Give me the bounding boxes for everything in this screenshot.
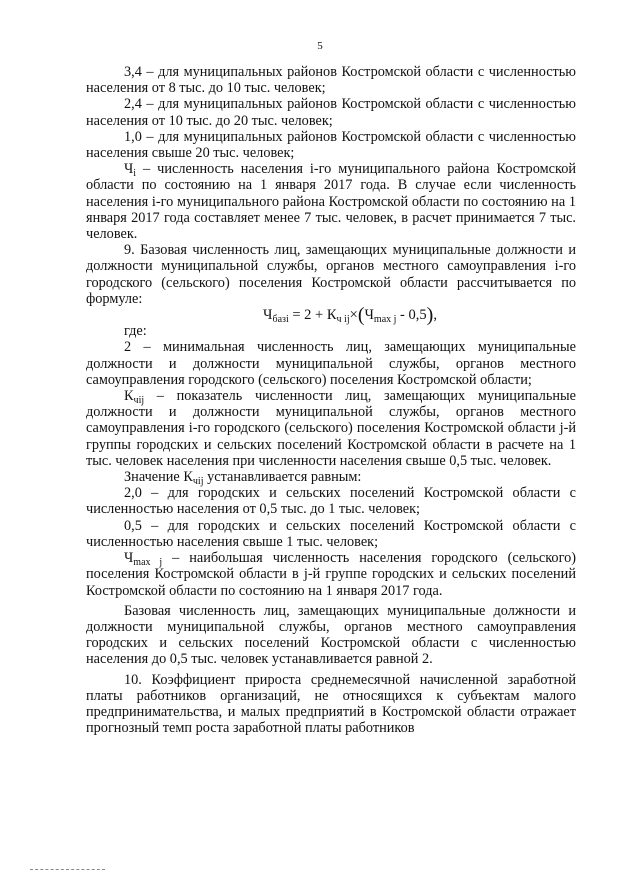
k-value-intro-a: Значение [124,469,184,486]
base-small-settlements: Базовая численность лиц, замещающих муниципальные должности и должности муниципальной службы, органов местного самоуправления городских и сельских поселений Костромской области с численностью населения до 0,5 тыс. человек устанавливается равной 2. [86,602,576,668]
formula-ch-sub: базi [272,314,289,326]
footer-divider [30,869,105,870]
paragraph-2-4: 2,4 – для муниципальных районов Костромской области с численностью населения от 10 тыс. до 20 тыс. человек; [86,96,576,129]
formula-times: × [349,307,358,324]
formula [86,304,576,327]
def-two: 2 – минимальная численность лиц, замещающих муниципальные должности и должности муниципальной службы, органов местного самоуправления городского (сельского) поселения Костромской области; [86,339,576,388]
def-ch-max-text: – наибольшая численность населения городского (сельского) поселения Костромской области в j-й группе городских и сельских поселений Костромской области по состоянию на 1 января 2017 года. [86,550,576,599]
k-value-sub: чij [192,476,204,488]
formula-end: , [433,307,437,324]
formula-close-paren: ) [426,304,434,327]
formula-k: К [326,307,337,324]
value-0-5: 0,5 – для городских и сельских поселений Костромской области с численностью населения свыше 1 тыс. человек; [86,517,576,550]
k-value-symbol: К [183,469,193,486]
document-body [86,64,576,736]
paragraph-9: 9. Базовая численность лиц, замещающих муниципальные должности и должности муниципальной службы, органов местного самоуправления i-го городского (сельского) поселения Костромской области рассчитывается по формуле: [86,242,576,307]
formula-ch-max-sub: max j [373,314,397,326]
formula-ch-max: Ч [364,307,374,324]
def-ch-max [86,550,576,599]
paragraph-ch-i-text: – численность населения i-го муниципального района Костромской области по состоянию на 1 января 2017 года. В случае если численность населения i-го муниципального района Костромской области по состоянию на 1 января 2017 года составляет менее 7 тыс. человек, в расчет принимается 7 тыс. человек. [86,161,576,243]
def-ch-max-symbol: Ч [124,550,134,567]
value-2-0: 2,0 – для городских и сельских поселений Костромской области с численностью населения от 0,5 тыс. до 1 тыс. человек; [86,485,576,518]
formula-k-sub: ч ij [336,314,350,326]
def-k-text: – показатель численности лиц, замещающих муниципальные должности и должности муниципальной службы, органов местного самоуправления i-го городского (сельского) поселения Костромской области j-й группы городских и сельских поселений Костромской области в расчете на 1 тыс. человек населения при численности населения свыше 0,5 тыс. человек. [86,388,576,469]
def-k-symbol: К [124,388,134,405]
page-number: 5 [317,40,323,52]
def-k [86,388,576,469]
where-label: где: [124,323,147,340]
formula-open-paren: ( [357,304,365,327]
paragraph-3-4: 3,4 – для муниципальных районов Костромской области с численностью населения от 8 тыс. до 10 тыс. человек; [86,64,576,97]
symbol-ch: Ч [124,161,134,178]
paragraph-10: 10. Коэффициент прироста среднемесячной начисленной заработной платы работников организаций, не относящихся к субъектам малого предпринимательства, и малых предприятий в Костромской области отражает прогнозный темп роста заработной платы работников [86,671,576,737]
k-value-intro-b: устанавливается равным: [203,469,362,486]
paragraph-ch-i [86,161,576,242]
formula-eq: = 2 + [288,307,327,324]
symbol-ch-sub: i [133,168,137,180]
def-ch-max-sub: max j [133,557,163,569]
formula-ch: Ч [263,307,273,324]
def-k-sub: чij [133,395,145,407]
k-value-intro [86,469,576,488]
paragraph-1-0: 1,0 – для муниципальных районов Костромской области с численностью населения свыше 20 тыс. человек; [86,128,576,162]
formula-minus: - 0,5 [396,307,427,324]
